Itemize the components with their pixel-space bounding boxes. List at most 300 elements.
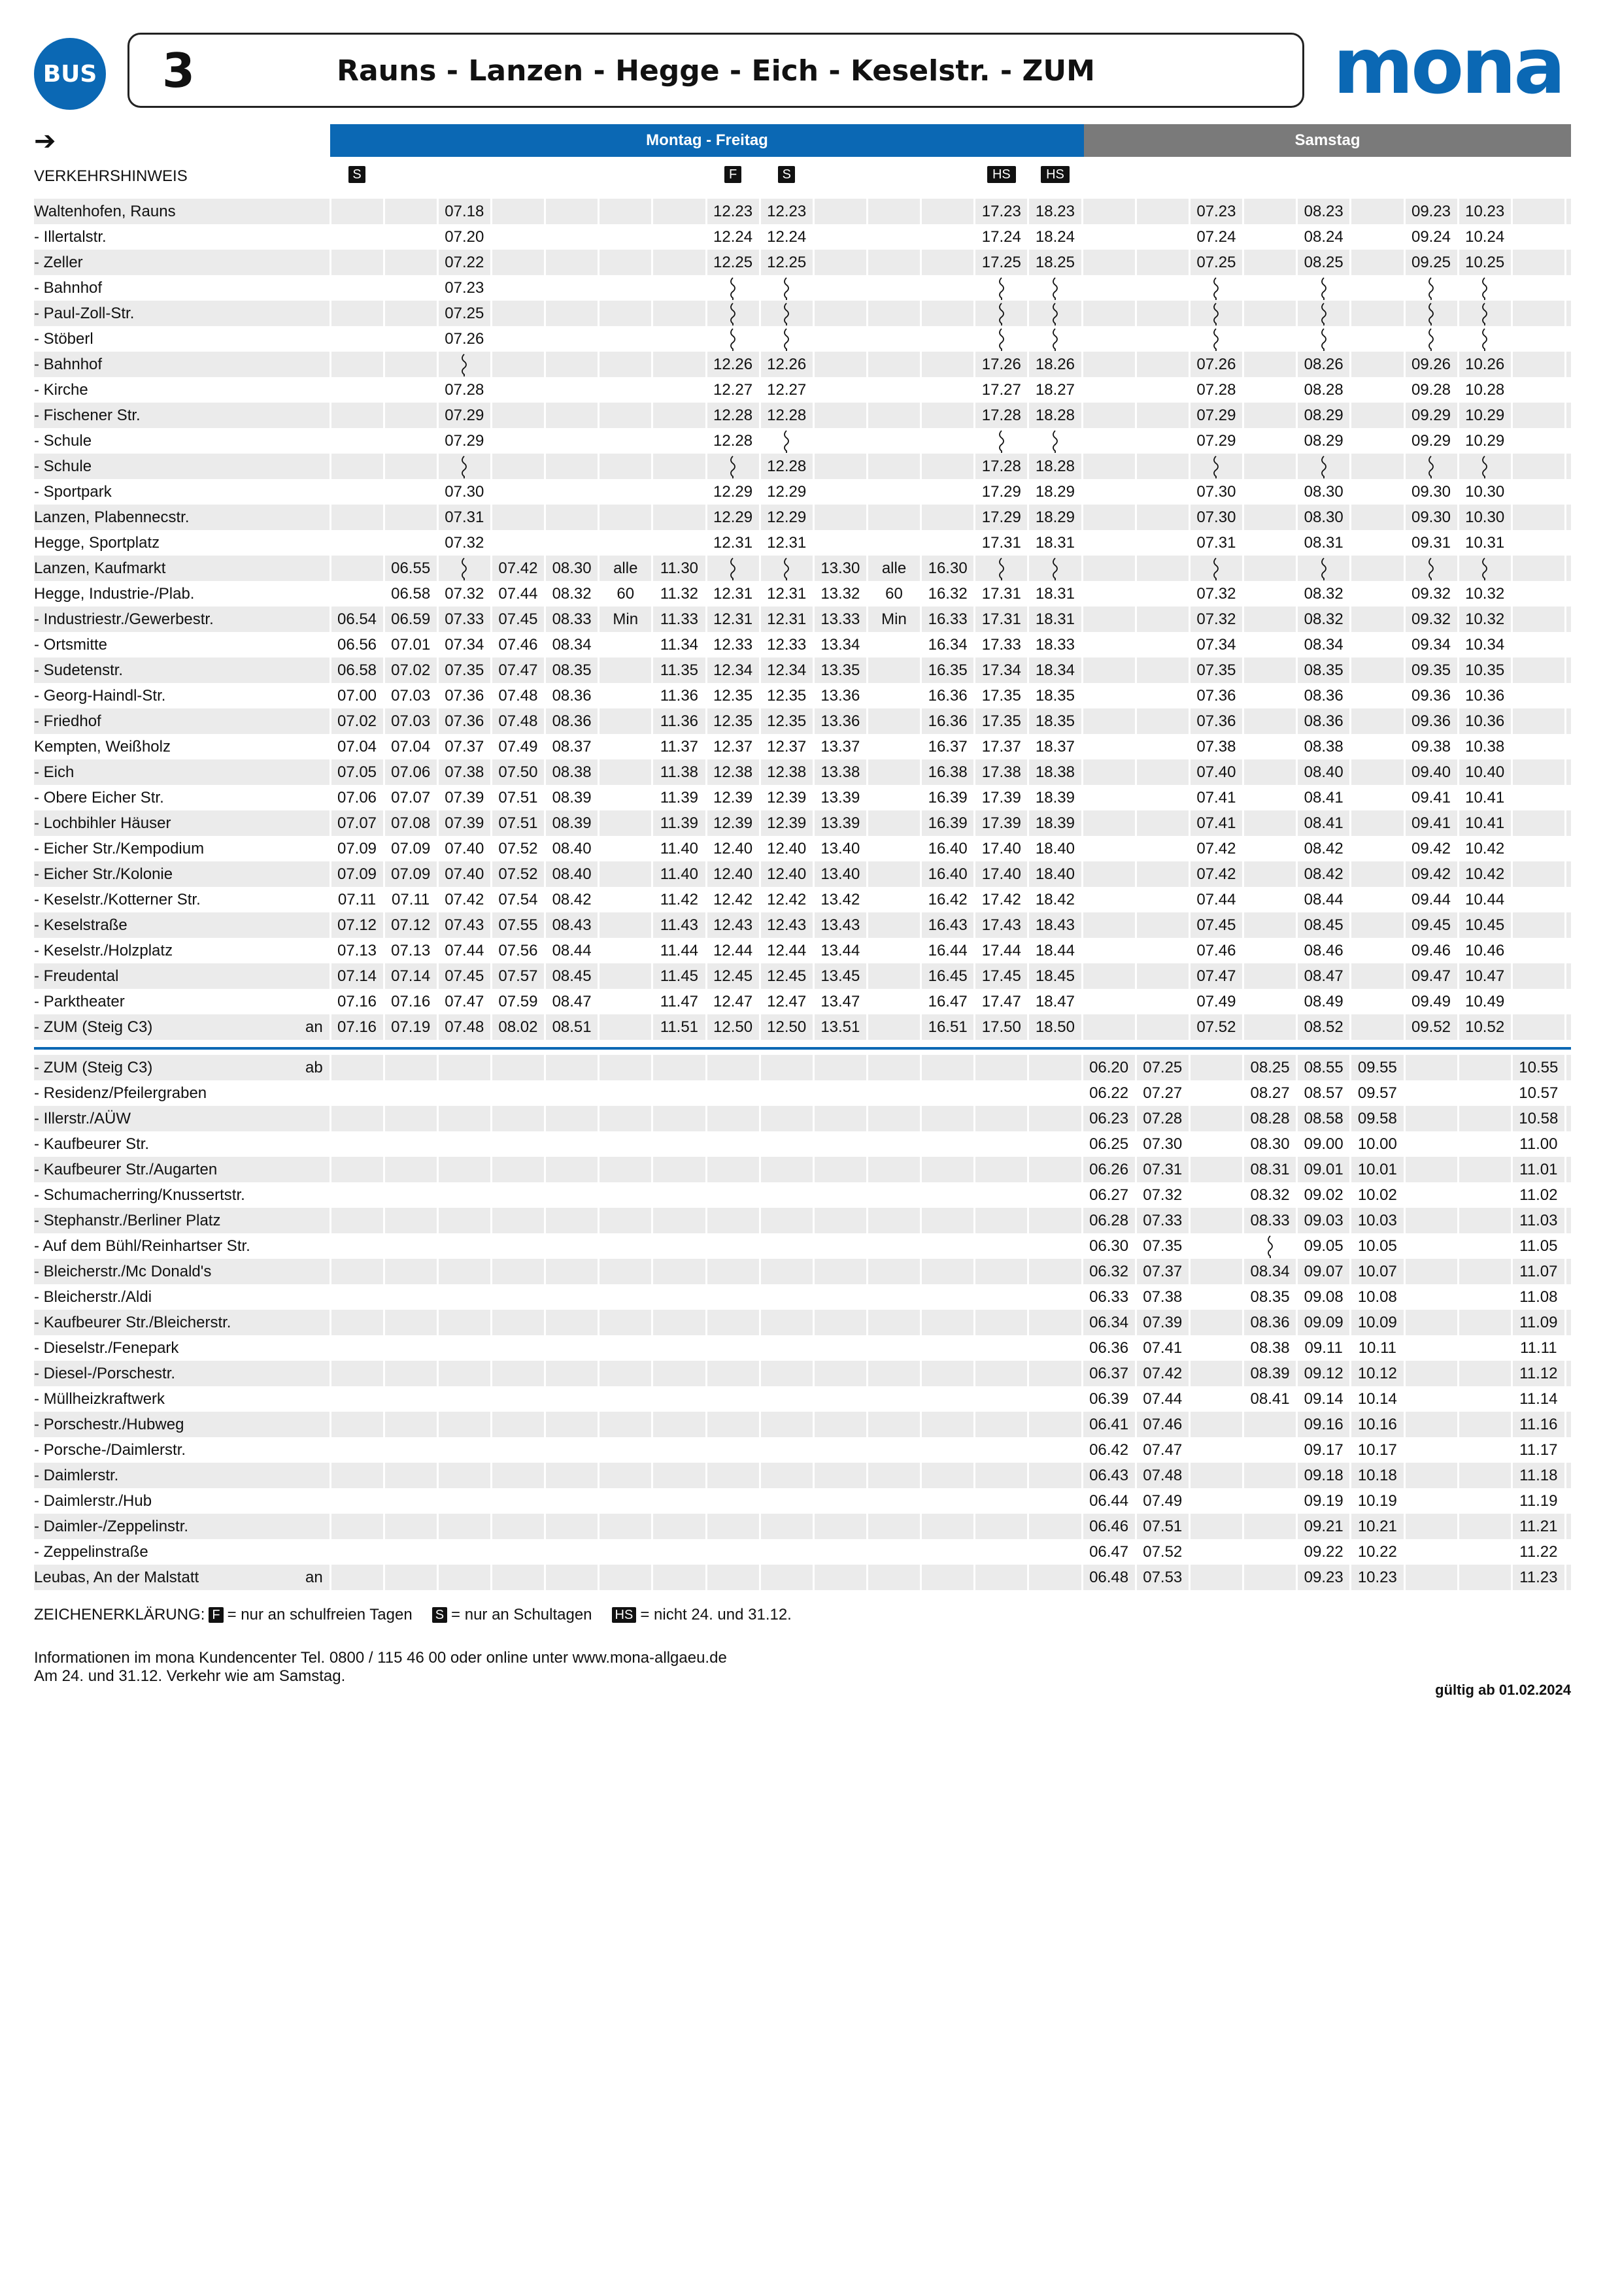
departure-time bbox=[1028, 1361, 1082, 1386]
departure-time bbox=[491, 250, 545, 275]
departure-time: 08.45 bbox=[552, 967, 592, 985]
departure-time bbox=[760, 301, 813, 326]
departure-time bbox=[1404, 1284, 1458, 1310]
departure-time: 07.51 bbox=[1143, 1518, 1183, 1535]
departure-time: 18.39 bbox=[1035, 789, 1075, 807]
skip-stop-icon bbox=[997, 328, 1006, 352]
departure-time bbox=[1082, 1014, 1136, 1040]
departure-time bbox=[1404, 301, 1458, 326]
departure-time: 07.25 bbox=[1143, 1059, 1183, 1076]
departure-time bbox=[1082, 785, 1136, 810]
departure-time bbox=[1028, 1539, 1082, 1565]
departure-time bbox=[1458, 1310, 1512, 1335]
timetable-row bbox=[34, 275, 1571, 301]
skip-stop-icon bbox=[1427, 328, 1436, 352]
departure-time: 07.59 bbox=[498, 993, 538, 1010]
departure-time: 10.30 bbox=[1465, 483, 1505, 501]
departure-time bbox=[921, 1157, 975, 1182]
departure-time: 16.32 bbox=[928, 585, 968, 603]
departure-time bbox=[1243, 963, 1297, 989]
departure-time bbox=[1028, 301, 1082, 326]
departure-time: 08.51 bbox=[552, 1018, 592, 1036]
skip-stop-icon bbox=[1051, 557, 1060, 581]
departure-time bbox=[599, 1080, 652, 1106]
departure-time: 12.35 bbox=[767, 687, 807, 705]
stop-name: - Bleicherstr./Mc Donald's bbox=[34, 1263, 212, 1280]
timetable-row bbox=[34, 1488, 1571, 1514]
departure-time bbox=[813, 326, 867, 352]
departure-time: 07.25 bbox=[445, 305, 484, 322]
departure-time: 11.17 bbox=[1519, 1441, 1558, 1459]
departure-time bbox=[384, 275, 437, 301]
departure-time bbox=[1512, 810, 1565, 836]
departure-time bbox=[868, 1182, 921, 1208]
departure-time bbox=[921, 1080, 975, 1106]
departure-time: 09.42 bbox=[1411, 865, 1451, 883]
departure-time bbox=[1351, 989, 1404, 1014]
departure-time: 07.52 bbox=[1196, 1018, 1236, 1036]
departure-time bbox=[1082, 810, 1136, 836]
departure-time bbox=[599, 632, 652, 657]
departure-time: 07.39 bbox=[445, 814, 484, 832]
departure-time: 07.37 bbox=[1143, 1263, 1183, 1280]
departure-time: 07.51 bbox=[498, 814, 538, 832]
stop-direction-marker: an bbox=[305, 1569, 323, 1586]
departure-time bbox=[384, 250, 437, 275]
departure-time: 18.31 bbox=[1035, 534, 1075, 552]
departure-time bbox=[545, 1463, 599, 1488]
departure-time bbox=[706, 1463, 760, 1488]
departure-time bbox=[813, 1310, 867, 1335]
timetable-row bbox=[34, 785, 1571, 810]
departure-time bbox=[652, 1310, 706, 1335]
departure-time bbox=[437, 1157, 491, 1182]
departure-time bbox=[330, 454, 384, 479]
departure-time bbox=[921, 275, 975, 301]
timetable-row bbox=[34, 556, 1571, 581]
departure-time bbox=[1136, 963, 1189, 989]
departure-time: 12.25 bbox=[767, 254, 807, 271]
stop-name: - Daimler-/Zeppelinstr. bbox=[34, 1518, 189, 1535]
departure-time: 18.29 bbox=[1035, 483, 1075, 501]
departure-time bbox=[491, 530, 545, 556]
departure-time bbox=[921, 1463, 975, 1488]
departure-time bbox=[599, 1310, 652, 1335]
departure-time bbox=[1136, 887, 1189, 912]
departure-time: 07.32 bbox=[445, 534, 484, 552]
departure-time bbox=[921, 454, 975, 479]
departure-time: 12.39 bbox=[767, 814, 807, 832]
stop-name: - Zeller bbox=[34, 254, 83, 271]
departure-time bbox=[868, 1157, 921, 1182]
departure-time bbox=[1458, 556, 1512, 581]
stop-name: - Kaufbeurer Str. bbox=[34, 1135, 150, 1153]
departure-time: 06.56 bbox=[337, 636, 377, 654]
departure-time: 09.23 bbox=[1411, 203, 1451, 220]
timetable-row bbox=[34, 1437, 1571, 1463]
departure-time: 07.33 bbox=[445, 610, 484, 628]
departure-time: 10.32 bbox=[1465, 610, 1505, 628]
departure-time bbox=[599, 428, 652, 454]
departure-time: 12.47 bbox=[767, 993, 807, 1010]
departure-time bbox=[1082, 556, 1136, 581]
skip-stop-icon bbox=[997, 277, 1006, 301]
departure-time bbox=[652, 1284, 706, 1310]
departure-time: 16.30 bbox=[928, 559, 968, 577]
departure-time bbox=[491, 505, 545, 530]
departure-time bbox=[813, 1565, 867, 1590]
stop-name: Lanzen, Kaufmarkt bbox=[34, 559, 166, 577]
departure-time: 11.34 bbox=[660, 636, 699, 654]
departure-time bbox=[1243, 1539, 1297, 1565]
departure-time: 11.08 bbox=[1519, 1288, 1558, 1306]
departure-time bbox=[599, 1182, 652, 1208]
departure-time bbox=[813, 377, 867, 403]
departure-time: 06.58 bbox=[337, 661, 377, 679]
departure-time: 18.40 bbox=[1035, 865, 1075, 883]
departure-time: 08.58 bbox=[1304, 1110, 1343, 1127]
departure-time bbox=[1351, 326, 1404, 352]
departure-time: 16.51 bbox=[928, 1018, 968, 1036]
departure-time bbox=[1082, 836, 1136, 861]
departure-time bbox=[921, 1182, 975, 1208]
timetable-row bbox=[34, 454, 1571, 479]
departure-time bbox=[1351, 301, 1404, 326]
departure-time: 07.39 bbox=[1143, 1314, 1183, 1331]
departure-time: 07.47 bbox=[498, 661, 538, 679]
departure-time: 07.07 bbox=[391, 789, 431, 807]
departure-time bbox=[491, 1488, 545, 1514]
departure-time bbox=[1189, 454, 1243, 479]
timetable-row bbox=[34, 1539, 1571, 1565]
departure-time bbox=[599, 1488, 652, 1514]
stop-name: - Schumacherring/Knussertstr. bbox=[34, 1186, 245, 1204]
departure-time bbox=[1136, 657, 1189, 683]
departure-time bbox=[1458, 1437, 1512, 1463]
departure-time bbox=[1243, 1514, 1297, 1539]
departure-time bbox=[545, 1131, 599, 1157]
departure-time: 07.49 bbox=[498, 738, 538, 756]
departure-time bbox=[921, 199, 975, 224]
departure-time bbox=[706, 1233, 760, 1259]
departure-time: 08.44 bbox=[552, 942, 592, 959]
departure-time: 10.47 bbox=[1465, 967, 1505, 985]
departure-time bbox=[384, 1565, 437, 1590]
departure-time bbox=[1512, 657, 1565, 683]
departure-time: 12.26 bbox=[713, 356, 753, 373]
departure-time bbox=[706, 1080, 760, 1106]
departure-time: 10.41 bbox=[1465, 789, 1505, 807]
departure-time: 07.36 bbox=[445, 712, 484, 730]
departure-time: 12.31 bbox=[713, 534, 753, 552]
departure-time bbox=[1136, 581, 1189, 607]
departure-time: 12.39 bbox=[767, 789, 807, 807]
departure-time bbox=[652, 224, 706, 250]
departure-time: 07.20 bbox=[445, 228, 484, 246]
departure-time bbox=[1136, 428, 1189, 454]
departure-time bbox=[1243, 1412, 1297, 1437]
departure-time bbox=[599, 708, 652, 734]
departure-time: 07.40 bbox=[1196, 763, 1236, 781]
departure-time bbox=[599, 1284, 652, 1310]
departure-time bbox=[1082, 275, 1136, 301]
departure-time bbox=[1189, 1386, 1243, 1412]
departure-time bbox=[1458, 1131, 1512, 1157]
departure-time: 06.26 bbox=[1089, 1161, 1129, 1178]
column-note-badge: S bbox=[348, 166, 365, 183]
weekday-header: Montag - Freitag bbox=[330, 124, 1084, 157]
departure-time bbox=[384, 1310, 437, 1335]
departure-time bbox=[1189, 1565, 1243, 1590]
departure-time bbox=[760, 1080, 813, 1106]
mona-logo bbox=[1324, 33, 1572, 105]
departure-time bbox=[330, 581, 384, 607]
departure-time bbox=[1351, 556, 1404, 581]
departure-time: 10.32 bbox=[1465, 585, 1505, 603]
departure-time bbox=[1082, 861, 1136, 887]
departure-time: 07.05 bbox=[337, 763, 377, 781]
departure-time bbox=[545, 1182, 599, 1208]
departure-time bbox=[1404, 1386, 1458, 1412]
departure-time bbox=[1189, 1157, 1243, 1182]
departure-time bbox=[1136, 1014, 1189, 1040]
departure-time: 07.03 bbox=[391, 712, 431, 730]
stop-name: - Paul-Zoll-Str. bbox=[34, 305, 135, 322]
departure-time: 17.37 bbox=[981, 738, 1021, 756]
departure-time bbox=[921, 530, 975, 556]
departure-time bbox=[1082, 403, 1136, 428]
departure-time: 10.23 bbox=[1465, 203, 1505, 220]
departure-time bbox=[1351, 581, 1404, 607]
timetable-row bbox=[34, 250, 1571, 275]
departure-time bbox=[921, 1386, 975, 1412]
departure-time bbox=[437, 1208, 491, 1233]
departure-time: 07.16 bbox=[337, 1018, 377, 1036]
departure-time: 17.45 bbox=[981, 967, 1021, 985]
departure-time bbox=[652, 1208, 706, 1233]
departure-time bbox=[706, 301, 760, 326]
departure-time: 13.32 bbox=[820, 585, 860, 603]
departure-time bbox=[330, 1539, 384, 1565]
departure-time bbox=[1028, 1157, 1082, 1182]
departure-time bbox=[1404, 1259, 1458, 1284]
departure-time bbox=[1458, 1208, 1512, 1233]
departure-time bbox=[1512, 428, 1565, 454]
departure-time bbox=[1351, 657, 1404, 683]
departure-time bbox=[1404, 1233, 1458, 1259]
departure-time: 12.28 bbox=[767, 407, 807, 424]
departure-time: 07.23 bbox=[1196, 203, 1236, 220]
departure-time: 07.46 bbox=[1196, 942, 1236, 959]
departure-time bbox=[813, 403, 867, 428]
departure-time bbox=[599, 810, 652, 836]
timetable-row bbox=[34, 377, 1571, 403]
departure-time bbox=[384, 1284, 437, 1310]
departure-time bbox=[760, 1488, 813, 1514]
departure-time bbox=[868, 199, 921, 224]
route-number: 3 bbox=[162, 43, 195, 98]
departure-time bbox=[1512, 530, 1565, 556]
timetable-row bbox=[34, 734, 1571, 759]
departure-time bbox=[330, 1182, 384, 1208]
departure-time: 08.34 bbox=[552, 636, 592, 654]
departure-time bbox=[1243, 861, 1297, 887]
departure-time: 07.23 bbox=[445, 279, 484, 297]
timetable-row bbox=[34, 938, 1571, 963]
departure-time: 16.35 bbox=[928, 661, 968, 679]
departure-time: 07.32 bbox=[1196, 610, 1236, 628]
departure-time: 17.47 bbox=[981, 993, 1021, 1010]
departure-time bbox=[975, 1080, 1028, 1106]
departure-time: 17.27 bbox=[981, 381, 1021, 399]
departure-time bbox=[545, 479, 599, 505]
departure-time: 17.28 bbox=[981, 458, 1021, 475]
departure-time: 13.34 bbox=[820, 636, 860, 654]
departure-time: 06.47 bbox=[1089, 1543, 1129, 1561]
departure-time bbox=[1512, 734, 1565, 759]
skip-stop-icon bbox=[1211, 277, 1221, 301]
departure-time bbox=[1189, 326, 1243, 352]
departure-time: 13.42 bbox=[820, 891, 860, 908]
departure-time: 10.00 bbox=[1357, 1135, 1397, 1153]
departure-time bbox=[813, 1437, 867, 1463]
departure-time bbox=[1512, 785, 1565, 810]
departure-time: 10.24 bbox=[1465, 228, 1505, 246]
departure-time bbox=[330, 1080, 384, 1106]
departure-time: 07.26 bbox=[445, 330, 484, 348]
departure-time bbox=[1404, 1055, 1458, 1080]
departure-time: 07.48 bbox=[1143, 1467, 1183, 1484]
departure-time bbox=[1351, 224, 1404, 250]
departure-time bbox=[545, 505, 599, 530]
departure-time: 10.35 bbox=[1465, 661, 1505, 679]
departure-time: 07.49 bbox=[1143, 1492, 1183, 1510]
departure-time bbox=[1351, 1014, 1404, 1040]
departure-time: 07.57 bbox=[498, 967, 538, 985]
departure-time bbox=[652, 1106, 706, 1131]
departure-time bbox=[545, 428, 599, 454]
departure-time: 08.36 bbox=[1304, 712, 1343, 730]
skip-stop-icon bbox=[1051, 277, 1060, 301]
departure-time: 07.14 bbox=[337, 967, 377, 985]
stop-name: - Diesel-/Porschestr. bbox=[34, 1365, 176, 1382]
departure-time: 06.25 bbox=[1089, 1135, 1129, 1153]
skip-stop-icon bbox=[1211, 303, 1221, 326]
departure-time: 07.55 bbox=[498, 916, 538, 934]
departure-time: 12.29 bbox=[767, 483, 807, 501]
stop-name: - Eicher Str./Kempodium bbox=[34, 840, 205, 857]
departure-time bbox=[545, 454, 599, 479]
departure-time bbox=[599, 1361, 652, 1386]
departure-time: 09.38 bbox=[1411, 738, 1451, 756]
departure-time bbox=[545, 403, 599, 428]
departure-time bbox=[437, 556, 491, 581]
departure-time bbox=[330, 1131, 384, 1157]
departure-time bbox=[921, 1412, 975, 1437]
departure-time bbox=[1028, 1284, 1082, 1310]
departure-time bbox=[491, 428, 545, 454]
departure-time bbox=[1028, 1233, 1082, 1259]
departure-time: 12.25 bbox=[713, 254, 753, 271]
departure-time: 16.39 bbox=[928, 814, 968, 832]
departure-time bbox=[1404, 1106, 1458, 1131]
departure-time bbox=[599, 326, 652, 352]
departure-time bbox=[330, 1157, 384, 1182]
departure-time bbox=[1458, 1386, 1512, 1412]
departure-time: 07.19 bbox=[391, 1018, 431, 1036]
departure-time bbox=[330, 428, 384, 454]
departure-time bbox=[1351, 199, 1404, 224]
departure-time: 07.48 bbox=[498, 687, 538, 705]
departure-time: 12.40 bbox=[767, 840, 807, 857]
departure-time bbox=[1082, 224, 1136, 250]
departure-time bbox=[1458, 1412, 1512, 1437]
departure-time bbox=[384, 1157, 437, 1182]
departure-time bbox=[975, 326, 1028, 352]
departure-time: 11.09 bbox=[1519, 1314, 1558, 1331]
departure-time bbox=[599, 1514, 652, 1539]
departure-time: 11.14 bbox=[1519, 1390, 1558, 1408]
departure-time bbox=[1028, 1208, 1082, 1233]
departure-time bbox=[760, 1284, 813, 1310]
departure-time: 07.31 bbox=[1196, 534, 1236, 552]
departure-time bbox=[1458, 1463, 1512, 1488]
departure-time bbox=[1136, 810, 1189, 836]
departure-time: 08.39 bbox=[552, 789, 592, 807]
departure-time bbox=[1243, 1463, 1297, 1488]
departure-time bbox=[330, 1386, 384, 1412]
departure-time bbox=[1136, 403, 1189, 428]
departure-time bbox=[545, 199, 599, 224]
departure-time bbox=[1351, 963, 1404, 989]
departure-time bbox=[868, 1412, 921, 1437]
departure-time bbox=[652, 1080, 706, 1106]
skip-stop-icon bbox=[997, 303, 1006, 326]
departure-time bbox=[384, 530, 437, 556]
departure-time: 11.16 bbox=[1519, 1416, 1558, 1433]
departure-time bbox=[706, 1437, 760, 1463]
departure-time bbox=[1404, 1182, 1458, 1208]
stop-name: - Industriestr./Gewerbestr. bbox=[34, 610, 214, 628]
departure-time bbox=[868, 326, 921, 352]
departure-time bbox=[384, 1463, 437, 1488]
departure-time bbox=[384, 403, 437, 428]
departure-time bbox=[491, 454, 545, 479]
departure-time bbox=[384, 454, 437, 479]
departure-time: 08.38 bbox=[552, 763, 592, 781]
departure-time: 12.45 bbox=[713, 967, 753, 985]
departure-time bbox=[1243, 1014, 1297, 1040]
departure-time: 08.57 bbox=[1304, 1084, 1343, 1102]
departure-time bbox=[921, 1514, 975, 1539]
departure-time bbox=[652, 1386, 706, 1412]
departure-time bbox=[706, 1565, 760, 1590]
departure-time: 18.28 bbox=[1035, 407, 1075, 424]
departure-time bbox=[1189, 301, 1243, 326]
departure-time: 08.36 bbox=[552, 687, 592, 705]
departure-time bbox=[437, 454, 491, 479]
bus-label: BUS bbox=[42, 60, 97, 88]
departure-time bbox=[813, 1335, 867, 1361]
departure-time bbox=[652, 1259, 706, 1284]
departure-time: 18.40 bbox=[1035, 840, 1075, 857]
departure-time bbox=[1189, 1131, 1243, 1157]
departure-time bbox=[921, 1437, 975, 1463]
timetable-row bbox=[34, 224, 1571, 250]
departure-time: 17.43 bbox=[981, 916, 1021, 934]
departure-time: 10.55 bbox=[1519, 1059, 1559, 1076]
departure-time bbox=[1082, 352, 1136, 377]
